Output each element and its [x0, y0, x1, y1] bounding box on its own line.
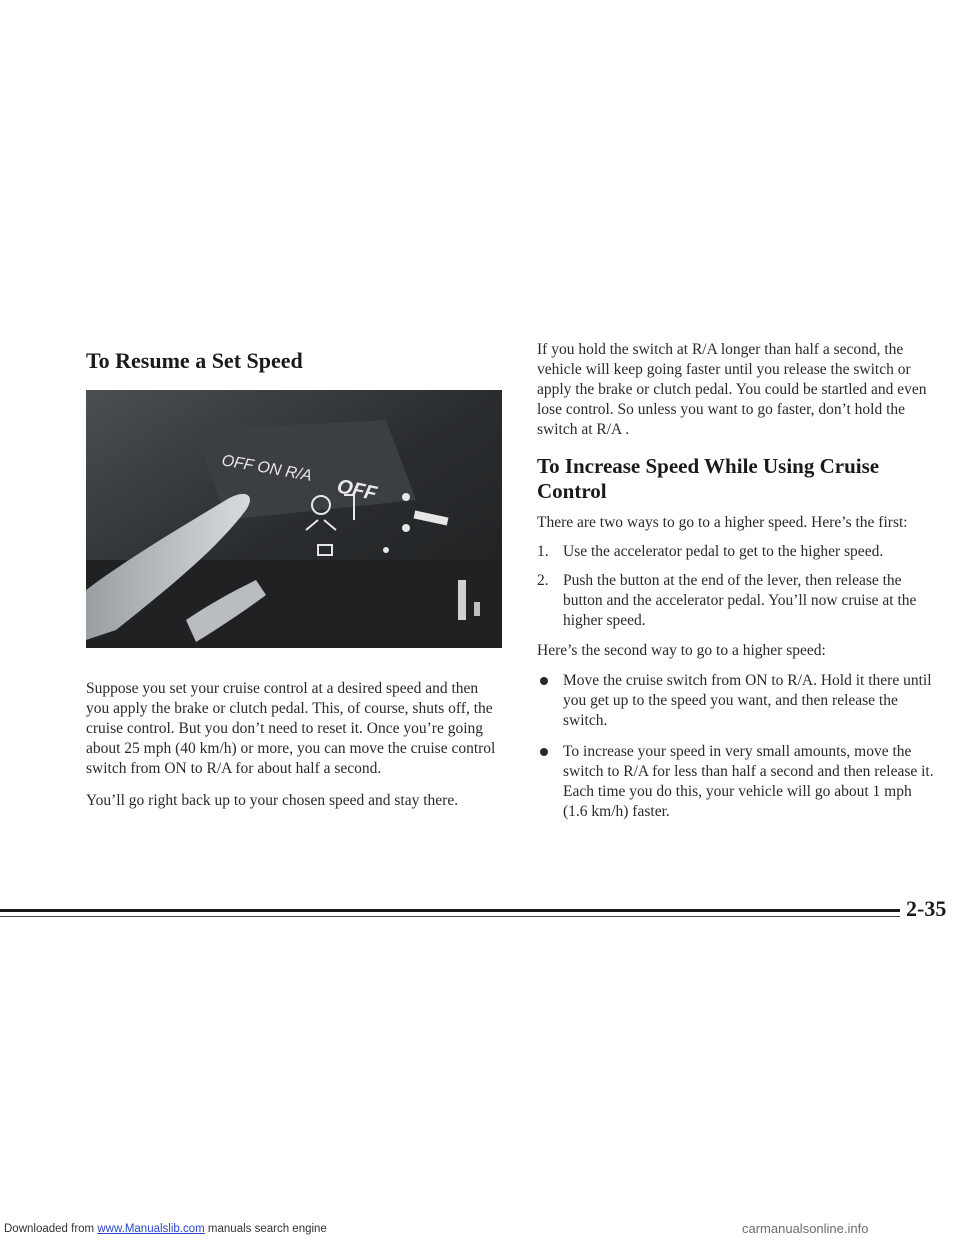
bullet-icon: [540, 748, 548, 756]
watermark-text: carmanualsonline.info: [742, 1221, 869, 1236]
lead-paragraph: There are two ways to go to a higher speed. Here’s the first:: [537, 514, 908, 531]
footer-rule-thin: [0, 916, 900, 917]
step-text: Use the accelerator pedal to get to the higher speed.: [563, 543, 884, 560]
step-text: Push the button at the end of the lever, then release the button and the accelerator pedal. You’ll now cruise at the higher speed.: [563, 572, 917, 629]
footer-prefix: Downloaded from: [4, 1223, 95, 1235]
step-number: 2.: [537, 572, 549, 589]
right-column: [537, 340, 937, 822]
manualslib-link[interactable]: www.Manualslib.com: [97, 1223, 205, 1235]
list-item: [537, 571, 937, 631]
bullet-text: To increase your speed in very small amounts, move the switch to R/A for less than half a second and then release it. Each time you do this, your vehicle will go about 1 mph (1.6 km/h) faster.: [563, 743, 934, 820]
switch-position-label: OFF ON R/A: [220, 452, 314, 485]
cruise-control-switch-photo: [86, 390, 502, 648]
subsection-title: To Increase Speed While Using Cruise Control: [537, 454, 880, 503]
footer-rule-thick: [0, 909, 900, 912]
bullet-text: Move the cruise switch from ON to R/A. Hold it there until you get up to the speed you want, and then release the switch.: [563, 672, 932, 729]
list-item: [537, 742, 937, 822]
cruise-lever-illustration: [86, 390, 502, 648]
intro-paragraph: If you hold the switch at R/A longer than half a second, the vehicle will keep going faster until you release the switch or apply the brake or clutch pedal. You could be startled and even lose control. So unless you want to go faster, don’t hold the switch at R/A .: [537, 341, 927, 438]
numbered-steps: [537, 542, 937, 631]
left-column-text: [86, 679, 502, 823]
page-number: 2-35: [906, 896, 947, 921]
bullet-icon: [540, 677, 548, 685]
footer-suffix: manuals search engine: [207, 1223, 327, 1235]
paragraph: You’ll go right back up to your chosen speed and stay there.: [86, 792, 459, 809]
list-item: [537, 542, 937, 562]
paragraph: Suppose you set your cruise control at a desired speed and then you apply the brake or clutch pedal. This, of course, shuts off, the cruise control. But you don’t need to reset it. Once you’re going about 25 mph (40 km/h) or more, you can move the cruise control switch from ON to R/A for about half a second.: [86, 680, 496, 777]
lead-paragraph: Here’s the second way to go to a higher speed:: [537, 642, 826, 659]
step-number: 1.: [537, 543, 549, 560]
bullet-list: [537, 671, 937, 822]
download-footer: [4, 1222, 327, 1236]
section-title: To Resume a Set Speed: [86, 348, 303, 373]
list-item: [537, 671, 937, 731]
headlamp-off-label: OFF: [334, 475, 379, 506]
